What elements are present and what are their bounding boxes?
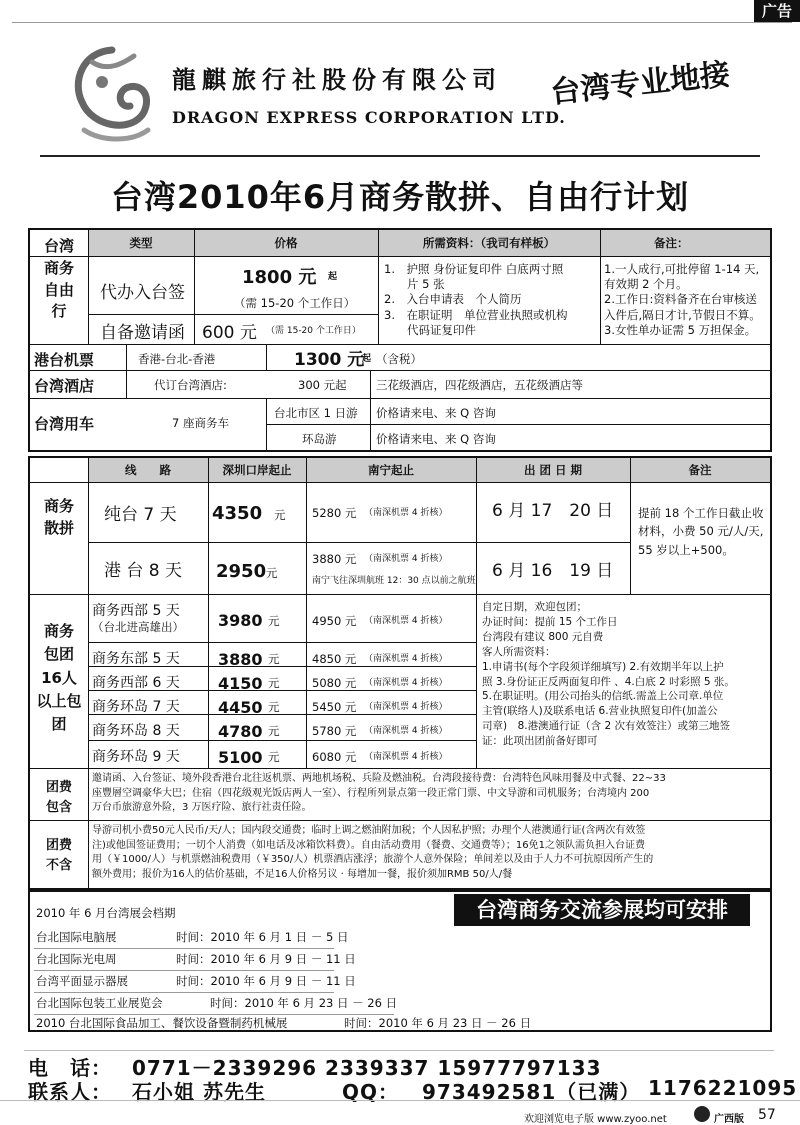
car-route-island: 环岛游 <box>302 432 337 446</box>
docs-list: 1. 护照 身份证复印件 白底两寸照 片 5 张 2. 入台申请表 个人简历 3. 在职证明 单位营业执照或机构 代码证复印件 <box>384 262 568 337</box>
sp2-date: 6 月 16 19 日 <box>492 561 614 581</box>
private-group-note: 自定日期，欢迎包团； 办证时间：提前 15 个工作日 台湾段有建议 800 元自费 客人所需资料： 1.申请书(每个字段须详细填写) 2.有效期半年以上护 照 3.身份证正反两面复印件 、4.白底 2 吋彩照 5 张。 5.在职证明。(用公司抬头的信纸.需盖上公司章.单位 主管(联络人)及联系电话 6.营业执照复印件(加盖公 司章) 8.港澳通行证（含 2 次有效签注）或第三地签 证：此项出团前备好即可 <box>482 601 735 748</box>
sp1-nn-price: 5280 元 <box>312 506 357 520</box>
expo2-name: 台北国际光电周 <box>36 952 117 966</box>
fee-excluded: 导游司机小费50元人民币/天/人；国内段交通费；临时上调之燃油附加税；个人因私护照；办理个人港澳通行证(含两次有效签 注)或他国签证费用；一切个人消费（如电话及冰箱饮料费）。自由活动费用（餐费、交通费等）；16免1之领队需负担入台证费 用（￥1000/人）与机票燃油税费用（￥350/人）机票酒店涨浮；旅游个人意外保险；单间差以及由于人力不可抗原因所产生的 额外费用；报价为16人的估价基础，不足16人价格另议 · 每增加一餐，报价须加RMB 50/人/餐 <box>92 825 654 880</box>
sp2-sz-price: 2950 <box>216 561 267 582</box>
col-notes: 备注： <box>654 236 689 250</box>
air-suffix: 起 <box>362 354 372 364</box>
bt2-route: 商务东部 5 天 <box>92 651 180 667</box>
visa-price-note: （需 15-20 个工作日） <box>234 296 356 310</box>
bt1-sz-price: 3980 <box>218 611 263 630</box>
bt3-sz-price: 4150 <box>218 674 263 693</box>
brand-cn: 龍麒旅行社股份有限公司 <box>172 65 502 94</box>
car-item: 7 座商务车 <box>172 416 229 430</box>
footer-site: 欢迎浏览电子版 www.zyoo.net <box>524 1114 667 1125</box>
bt6-sz-price: 5100 <box>218 748 263 767</box>
page-number: 57 <box>758 1107 776 1123</box>
col-shenzhen: 深圳口岸起止 <box>222 463 292 477</box>
section-private-group: 商务 包团 16人 以上包 团 <box>36 622 82 733</box>
car-route-city-desc: 价格请来电、来 Q 咨询 <box>376 406 496 420</box>
brand-en: DRAGON EXPRESS CORPORATION LTD. <box>172 108 566 127</box>
air-route: 香港-台北-香港 <box>138 352 216 366</box>
bt4-sz-unit: 元 <box>268 700 280 714</box>
ad-tag: 广告 <box>754 0 800 22</box>
bt3-route: 商务西部 6 天 <box>92 675 180 691</box>
sp2-sz-unit: 元 <box>266 566 278 580</box>
footer-divider <box>0 1100 800 1101</box>
air-note: （含税） <box>376 352 422 366</box>
sp1-sz-price: 4350 <box>212 503 263 524</box>
footer-edition: 广西版 <box>714 1114 744 1125</box>
top-divider <box>12 22 792 23</box>
expo5-name: 2010 台北国际食品加工、餐饮设备暨制药机械展 <box>36 1016 288 1030</box>
expo3-name: 台湾平面显示器展 <box>36 974 128 988</box>
edition-logo-icon <box>694 1106 710 1122</box>
bt2-nn-note: （南深机票 4 折核） <box>364 654 448 664</box>
fee-included-label: 团费 包含 <box>45 780 72 815</box>
visa-price: 1800 元 <box>242 267 317 288</box>
bt1-sz-unit: 元 <box>268 614 280 628</box>
person-names: 石小姐 苏先生 <box>132 1080 266 1104</box>
car-route-island-desc: 价格请来电、来 Q 咨询 <box>376 432 496 446</box>
slogan: 台湾专业地接 <box>548 57 732 111</box>
bt4-route: 商务环岛 7 天 <box>92 699 180 715</box>
sp2-flight-note: 南宁飞往深圳航班 12：30 点以前之航班 <box>312 576 476 586</box>
exhibition-banner: 台湾商务交流参展均可安排 <box>454 894 750 926</box>
visa-item: 代办入台签 <box>100 283 185 303</box>
hotel-desc: 三花级酒店，四花级酒店，五花级酒店等 <box>376 378 583 392</box>
bt4-nn-note: （南深机票 4 折核） <box>364 702 448 712</box>
sp1-date: 6 月 17 20 日 <box>492 501 614 521</box>
invite-price: 600 元 <box>202 323 257 343</box>
hotel-label: 台湾酒店 <box>34 377 95 395</box>
bt5-nn-price: 5780 元 <box>312 724 357 738</box>
bt5-sz-price: 4780 <box>218 722 263 741</box>
bt2-sz-price: 3880 <box>218 650 263 669</box>
sp1-route: 纯台 7 天 <box>104 505 177 525</box>
air-label: 港台机票 <box>34 351 95 369</box>
bt6-route: 商务环岛 9 天 <box>92 749 180 765</box>
exhibition-box <box>28 890 772 1032</box>
invite-price-note: （需 15-20 个工作日） <box>266 326 361 336</box>
sp2-nn-note: （南深机票 4 折核） <box>364 554 448 564</box>
hotel-price: 300 元起 <box>298 378 347 392</box>
fee-excluded-label: 团费 不含 <box>45 838 72 873</box>
bt2-nn-price: 4850 元 <box>312 652 357 666</box>
qq-primary: 973492581（已满） <box>422 1080 641 1104</box>
expo1-name: 台北国际电脑展 <box>36 930 117 944</box>
tour-table <box>28 456 772 890</box>
car-route-city: 台北市区 1 日游 <box>274 406 358 420</box>
bt2-sz-unit: 元 <box>268 652 280 666</box>
bt1-route-sub: （台北进高雄出） <box>92 620 184 634</box>
expo5-time: 时间：2010 年 6 月 23 日 － 26 日 <box>344 1016 532 1030</box>
qq-secondary: 1176221095 <box>648 1076 798 1100</box>
col-type: 类型 <box>129 236 153 250</box>
col-route: 线 路 <box>125 463 171 477</box>
qq-label: QQ： <box>342 1080 400 1104</box>
contact-divider <box>24 1050 774 1051</box>
visa-price-suffix: 起 <box>328 272 338 282</box>
invite-item: 自备邀请函 <box>100 323 185 343</box>
bt3-nn-price: 5080 元 <box>312 676 357 690</box>
expo3-time: 时间：2010 年 6 月 9 日 － 11 日 <box>176 974 356 988</box>
sp1-nn-note: （南深机票 4 折核） <box>364 508 448 518</box>
group-join-note: 提前 18 个工作日截止收 材料，小费 50 元/人/天, 55 岁以上+500。 <box>638 506 764 557</box>
bt5-sz-unit: 元 <box>268 724 280 738</box>
air-price: 1300 元 <box>294 350 365 370</box>
bt3-sz-unit: 元 <box>268 676 280 690</box>
sp2-nn-price: 3880 元 <box>312 552 357 566</box>
expo2-time: 时间：2010 年 6 月 9 日 － 11 日 <box>176 952 356 966</box>
section-free-travel: 台湾 商务 自由 行 <box>43 237 74 321</box>
bt4-nn-price: 5450 元 <box>312 700 357 714</box>
sp1-sz-unit: 元 <box>274 508 286 522</box>
col-date: 出 团 日 期 <box>523 463 582 477</box>
notes-list: 1.一人成行,可批停留 1-14 天, 有效期 2 个月。 2.工作日:资料备齐在台审核送 入件后,隔日才计,节假日不算。 3.女性单办证需 5 万担保金。 <box>604 262 761 337</box>
col-nanning: 南宁起止 <box>368 463 414 477</box>
person-label: 联系人： <box>28 1080 112 1104</box>
phone-numbers: 0771－2339296 2339337 15977797133 <box>132 1056 602 1080</box>
bt1-nn-price: 4950 元 <box>312 614 357 628</box>
service-table <box>28 228 772 452</box>
section-group-join: 商务 散拼 <box>43 497 74 537</box>
expo1-time: 时间：2010 年 6 月 1 日 － 5 日 <box>176 930 349 944</box>
hotel-item: 代订台湾酒店: <box>154 378 227 392</box>
bt1-route: 商务西部 5 天 <box>92 603 180 619</box>
col-docs: 所需资料：（我司有样板） <box>422 236 556 250</box>
bt6-sz-unit: 元 <box>268 750 280 764</box>
expo4-name: 台北国际包装工业展览会 <box>36 996 163 1010</box>
exhibition-title: 2010 年 6 月台湾展会档期 <box>36 906 176 920</box>
bt5-route: 商务环岛 8 天 <box>92 723 180 739</box>
expo4-time: 时间：2010 年 6 月 23 日 － 26 日 <box>210 996 398 1010</box>
bt6-nn-price: 6080 元 <box>312 750 357 764</box>
bt4-sz-price: 4450 <box>218 698 263 717</box>
bt1-nn-note: （南深机票 4 折核） <box>364 616 448 626</box>
sp2-route: 港 台 8 天 <box>104 561 183 581</box>
phone-label: 电 话： <box>28 1056 112 1080</box>
bt5-nn-note: （南深机票 4 折核） <box>364 726 448 736</box>
col-price: 价格 <box>274 236 298 250</box>
fee-included: 邀请函、入台签证、境外段香港台北往返机票、两地机场税、兵险及燃油税。台湾段接待费：台湾特色风味用餐及中式餐、22~33 座豐層空调豪华大巴；住宿（四花级观光饭店两人一室）、行程所列景点第一段正常门票、中文导游和司机服务；台湾境内 200 万台币旅游意外险，3 万医疗险、旅行社责任险。 <box>92 773 666 813</box>
car-label: 台湾用车 <box>34 415 95 433</box>
bt3-nn-note: （南深机票 4 折核） <box>364 678 448 688</box>
col-remark: 备注 <box>688 463 712 477</box>
dragon-logo-icon <box>62 42 162 146</box>
bt6-nn-note: （南深机票 4 折核） <box>364 752 448 762</box>
header-divider <box>40 155 760 157</box>
headline: 台湾2010年6月商务散拼、自由行计划 <box>110 178 690 216</box>
